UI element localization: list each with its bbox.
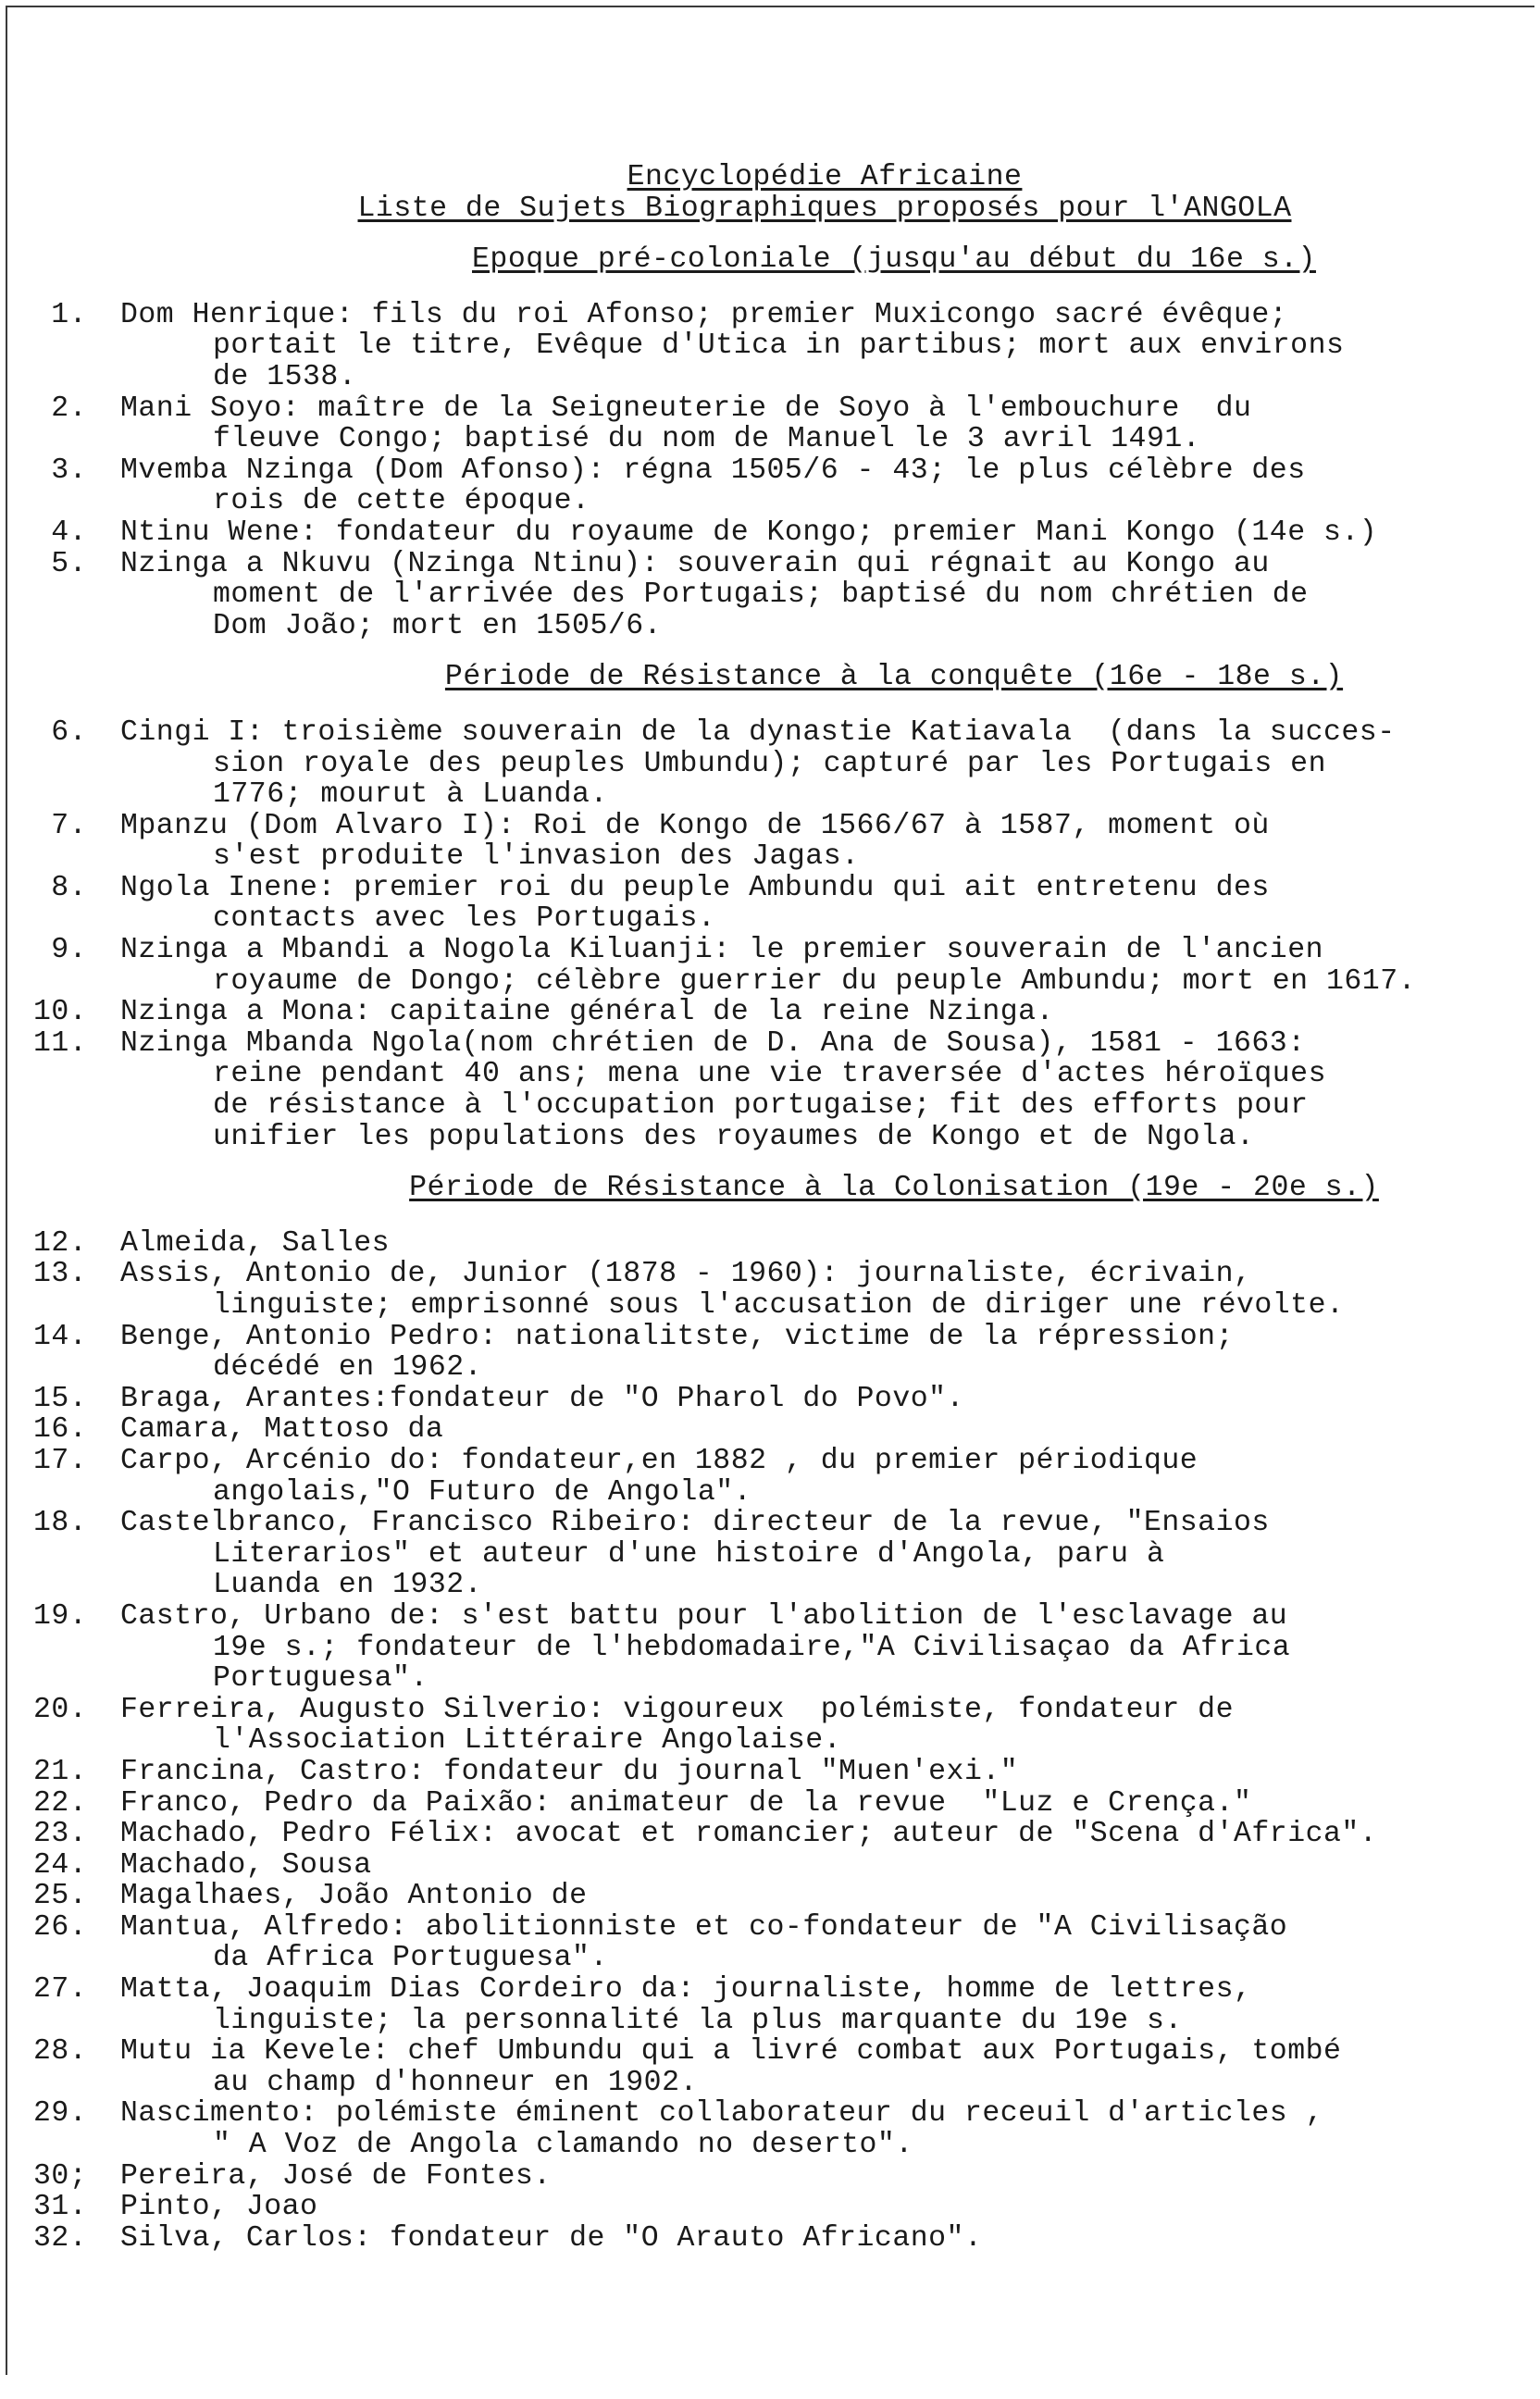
item-number: 29. — [33, 2097, 88, 2131]
item-line: Camara, Mattoso da — [120, 1413, 444, 1447]
item-line: Ntinu Wene: fondateur du royaume de Kongo; premier Mani Kongo (14e s.) — [120, 516, 1378, 549]
item-text — [120, 873, 1514, 935]
list-item — [33, 935, 1514, 997]
list-item — [33, 1788, 1514, 1820]
item-number: 6. — [51, 715, 87, 749]
item-line: unifier les populations des royaumes de Kongo et de Ngola. — [213, 1120, 1255, 1153]
item-line: Francina, Castro: fondateur du journal "Muen'exi." — [120, 1755, 1019, 1788]
list-item — [33, 1819, 1514, 1850]
sections-container — [33, 244, 1514, 2254]
item-text — [120, 2192, 1514, 2223]
item-line: de résistance à l'occupation portugaise; fit des efforts pour — [213, 1089, 1309, 1123]
item-text — [120, 1850, 1514, 1882]
list-item — [33, 873, 1514, 935]
item-line: 19e s.; fondateur de l'hebdomadaire,"A Civilisaçao da Africa — [213, 1631, 1291, 1664]
list-item — [33, 2223, 1514, 2255]
list-item — [33, 1601, 1514, 1695]
item-text — [120, 1259, 1514, 1321]
item-number: 22. — [33, 1786, 88, 1820]
item-number: 23. — [33, 1818, 88, 1851]
item-line: Ngola Inene: premier roi du peuple Ambundu qui ait entretenu des — [120, 871, 1270, 904]
item-line: rois de cette époque. — [213, 485, 590, 518]
item-line: Nzinga a Mbandi a Nogola Kiluanji: le premier souverain de l'ancien — [120, 934, 1324, 967]
item-number: 31. — [33, 2191, 88, 2224]
item-line: Machado, Pedro Félix: avocat et romancier; auteur de "Scena d'Africa". — [120, 1818, 1378, 1851]
item-text — [120, 1757, 1514, 1788]
item-number: 2. — [51, 392, 87, 425]
item-number: 16. — [33, 1413, 88, 1447]
item-number: 18. — [33, 1507, 88, 1540]
item-line: décédé en 1962. — [213, 1351, 483, 1385]
list-item — [33, 517, 1514, 549]
item-line: Mutu ia Kevele: chef Umbundu qui a livré combat aux Portugais, tombé — [120, 2035, 1342, 2069]
page-edge-top — [6, 6, 1534, 7]
item-text — [120, 455, 1514, 517]
item-text — [120, 2223, 1514, 2255]
item-line: Literarios" et auteur d'une histoire d'Angola, paru à — [213, 1537, 1165, 1571]
section-heading-text: Période de Résistance à la conquête (16e - 18e s.) — [444, 661, 1344, 694]
item-line: Nzinga a Mona: capitaine général de la reine Nzinga. — [120, 996, 1054, 1029]
page-edge-left — [6, 6, 7, 2375]
item-line: Mantua, Alfredo: abolitionniste et co-fondateur de "A Civilisação — [120, 1910, 1288, 1944]
list-item — [33, 1446, 1514, 1508]
item-line: Pereira, José de Fontes. — [120, 2159, 552, 2193]
list-item — [33, 1974, 1514, 2036]
item-text — [120, 1384, 1514, 1415]
list-item — [33, 1259, 1514, 1321]
document-header — [33, 162, 1514, 224]
item-line: Cingi I: troisième souverain de la dynastie Katiavala (dans la succes- — [120, 715, 1396, 749]
list-item — [33, 1028, 1514, 1152]
item-line: Machado, Sousa — [120, 1848, 372, 1882]
section-heading — [33, 244, 1514, 276]
list-item — [33, 811, 1514, 873]
list-item — [33, 300, 1514, 393]
item-line: Pinto, Joao — [120, 2191, 318, 2224]
item-number: 20. — [33, 1693, 88, 1726]
list-item — [33, 1414, 1514, 1446]
item-line: Portuguesa". — [213, 1662, 428, 1696]
item-text — [120, 1974, 1514, 2036]
item-line: s'est produite l'invasion des Jagas. — [213, 840, 860, 874]
item-number: 13. — [33, 1258, 88, 1291]
item-number: 30; — [33, 2159, 88, 2193]
item-line: Castelbranco, Francisco Ribeiro: directeur de la revue, "Ensaios — [120, 1507, 1270, 1540]
list-item — [33, 2036, 1514, 2098]
item-line: Mani Soyo: maître de la Seigneuterie de Soyo à l'embouchure du — [120, 392, 1252, 425]
item-line: Dom Henrique: fils du roi Afonso; premier Muxicongo sacré évêque; — [120, 298, 1288, 331]
item-line: da Africa Portuguesa". — [213, 1942, 608, 1975]
item-line: Benge, Antonio Pedro: nationalitste, victime de la répression; — [120, 1320, 1234, 1353]
item-line: l'Association Littéraire Angolaise. — [213, 1724, 842, 1758]
item-line: Ferreira, Augusto Silverio: vigoureux polémiste, fondateur de — [120, 1693, 1234, 1726]
document-subtitle: Liste de Sujets Biographiques proposés pour l'ANGOLA — [357, 192, 1292, 225]
item-number: 8. — [51, 871, 87, 904]
item-line: au champ d'honneur en 1902. — [213, 2066, 698, 2099]
item-line: contacts avec les Portugais. — [213, 902, 716, 936]
item-line: moment de l'arrivée des Portugais; baptisé du nom chrétien de — [213, 578, 1309, 612]
item-line: de 1538. — [213, 360, 357, 393]
item-number: 9. — [51, 934, 87, 967]
item-line: Silva, Carlos: fondateur de "O Arauto Africano". — [120, 2221, 983, 2255]
list-item — [33, 1850, 1514, 1882]
item-line: angolais,"O Futuro de Angola". — [213, 1475, 752, 1509]
list-item — [33, 1881, 1514, 1912]
item-line: Almeida, Salles — [120, 1226, 391, 1260]
item-line: Dom João; mort en 1505/6. — [213, 609, 663, 642]
list-item — [33, 455, 1514, 517]
list-item — [33, 1695, 1514, 1757]
item-text — [120, 1228, 1514, 1260]
list-item — [33, 1912, 1514, 1974]
section-heading-text: Période de Résistance à la Colonisation (19e - 20e s.) — [409, 1172, 1379, 1205]
list-item — [33, 1384, 1514, 1415]
item-number: 26. — [33, 1910, 88, 1944]
item-number: 28. — [33, 2035, 88, 2069]
item-line: Braga, Arantes:fondateur de "O Pharol do Povo". — [120, 1382, 964, 1415]
item-text — [120, 2098, 1514, 2160]
item-line: Castro, Urbano de: s'est battu pour l'abolition de l'esclavage au — [120, 1599, 1288, 1633]
item-text — [120, 1508, 1514, 1601]
list-item — [33, 1508, 1514, 1601]
item-number: 5. — [51, 547, 87, 580]
list-item — [33, 549, 1514, 642]
item-text — [120, 717, 1514, 811]
item-number: 7. — [51, 809, 87, 842]
item-text — [120, 517, 1514, 549]
item-text — [120, 2161, 1514, 2193]
item-number: 24. — [33, 1848, 88, 1882]
item-text — [120, 1446, 1514, 1508]
item-text — [120, 1695, 1514, 1757]
list-item — [33, 2161, 1514, 2193]
item-number: 25. — [33, 1880, 88, 1913]
item-number: 10. — [33, 996, 88, 1029]
item-line: " A Voz de Angola clamando no deserto". — [213, 2129, 913, 2162]
item-text — [120, 1322, 1514, 1384]
list-item — [33, 997, 1514, 1028]
item-line: reine pendant 40 ans; mena une vie traversée d'actes héroïques — [213, 1058, 1326, 1091]
section-heading — [33, 1173, 1514, 1204]
item-line: 1776; mourut à Luanda. — [213, 778, 608, 812]
section-heading — [33, 662, 1514, 693]
item-number: 14. — [33, 1320, 88, 1353]
item-line: Magalhaes, João Antonio de — [120, 1880, 588, 1913]
list-item — [33, 2192, 1514, 2223]
item-line: Luanda en 1932. — [213, 1569, 483, 1602]
list-item — [33, 1228, 1514, 1260]
item-line: Carpo, Arcénio do: fondateur,en 1882 , du premier périodique — [120, 1444, 1198, 1477]
item-text — [120, 1601, 1514, 1695]
item-line: linguiste; emprisonné sous l'accusation de diriger une révolte. — [213, 1289, 1345, 1322]
list-item — [33, 717, 1514, 811]
item-text — [120, 1881, 1514, 1912]
item-number: 12. — [33, 1226, 88, 1260]
item-text — [120, 811, 1514, 873]
item-text — [120, 549, 1514, 642]
item-line: Matta, Joaquim Dias Cordeiro da: journaliste, homme de lettres, — [120, 1973, 1252, 2007]
item-text — [120, 1912, 1514, 1974]
item-line: linguiste; la personnalité la plus marquante du 19e s. — [213, 2004, 1183, 2037]
item-number: 32. — [33, 2221, 88, 2255]
item-number: 15. — [33, 1382, 88, 1415]
item-number: 3. — [51, 454, 87, 487]
list-item — [33, 1757, 1514, 1788]
list-item — [33, 1322, 1514, 1384]
item-line: sion royale des peuples Umbundu); capturé par les Portugais en — [213, 747, 1326, 780]
list-item — [33, 2098, 1514, 2160]
item-number: 19. — [33, 1599, 88, 1633]
item-text — [120, 1819, 1514, 1850]
list-item — [33, 393, 1514, 455]
item-text — [120, 1028, 1514, 1152]
item-line: Nzinga Mbanda Ngola(nom chrétien de D. Ana de Sousa), 1581 - 1663: — [120, 1026, 1306, 1060]
item-number: 17. — [33, 1444, 88, 1477]
document-title: Encyclopédie Africaine — [627, 161, 1023, 193]
item-line: fleuve Congo; baptisé du nom de Manuel le 3 avril 1491. — [213, 423, 1201, 456]
item-line: Nzinga a Nkuvu (Nzinga Ntinu): souverain qui régnait au Kongo au — [120, 547, 1270, 580]
item-text — [120, 1414, 1514, 1446]
item-number: 11. — [33, 1026, 88, 1060]
item-line: Mvemba Nzinga (Dom Afonso): régna 1505/6 - 43; le plus célèbre des — [120, 454, 1306, 487]
item-number: 27. — [33, 1973, 88, 2007]
item-line: Franco, Pedro da Paixão: animateur de la revue "Luz e Crença." — [120, 1786, 1252, 1820]
item-text — [120, 393, 1514, 455]
item-text — [120, 300, 1514, 393]
item-text — [120, 935, 1514, 997]
item-line: Mpanzu (Dom Alvaro I): Roi de Kongo de 1566/67 à 1587, moment où — [120, 809, 1270, 842]
item-line: portait le titre, Evêque d'Utica in partibus; mort aux environs — [213, 329, 1345, 363]
item-line: royaume de Dongo; célèbre guerrier du peuple Ambundu; mort en 1617. — [213, 964, 1417, 998]
item-text — [120, 2036, 1514, 2098]
item-text — [120, 997, 1514, 1028]
section-heading-text: Epoque pré-coloniale (jusqu'au début du 16e s.) — [472, 243, 1316, 277]
item-line: Assis, Antonio de, Junior (1878 - 1960): journaliste, écrivain, — [120, 1258, 1252, 1291]
document-content — [33, 162, 1514, 2254]
item-line: Nascimento: polémiste éminent collaborateur du receuil d'articles , — [120, 2097, 1324, 2131]
item-number: 1. — [51, 298, 87, 331]
item-number: 4. — [51, 516, 87, 549]
item-number: 21. — [33, 1755, 88, 1788]
item-text — [120, 1788, 1514, 1820]
